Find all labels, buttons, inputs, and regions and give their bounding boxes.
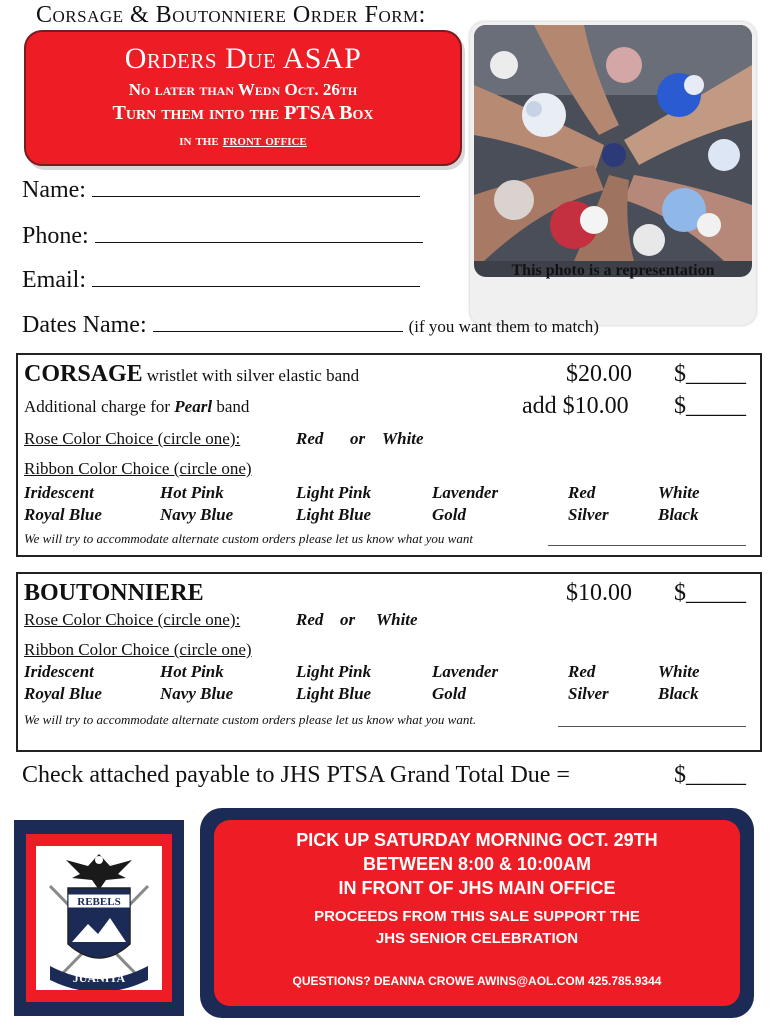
- corsage-rose-white[interactable]: White: [382, 429, 424, 448]
- corsage-ribbon-option[interactable]: Lavender: [432, 483, 499, 502]
- pickup-line-1: PICK UP SATURDAY MORNING OCT. 29TH: [296, 830, 658, 850]
- logo-name-text: JUANITA: [72, 971, 126, 985]
- school-logo: [14, 820, 184, 1016]
- pearl-amount-field[interactable]: $_____: [674, 393, 746, 419]
- phone-field-row: [22, 222, 423, 250]
- boutonniere-ribbon-option[interactable]: Light Pink: [296, 662, 372, 681]
- boutonniere-title: BOUTONNIERE: [24, 580, 204, 606]
- corsage-price: $20.00: [566, 361, 632, 387]
- logo-background: [36, 846, 162, 990]
- corsage-rose-label: Rose Color Choice (circle one):: [24, 429, 241, 448]
- boutonniere-price: $10.00: [566, 580, 632, 606]
- corsage-ribbon-option[interactable]: Iridescent: [24, 483, 94, 502]
- corsage-title: CORSAGE: [24, 361, 143, 387]
- dates-name-note: (if you want them to match): [408, 317, 599, 336]
- boutonniere-rose-red[interactable]: Red: [296, 610, 324, 629]
- corsage-ribbon-option[interactable]: Royal Blue: [24, 505, 102, 524]
- photo-card: [470, 22, 756, 325]
- corsage-ribbon-option[interactable]: Gold: [432, 505, 466, 524]
- corsage-ribbon-option[interactable]: Black: [658, 505, 699, 524]
- pickup-line-4: PROCEEDS FROM THIS SALE SUPPORT THE: [314, 908, 640, 925]
- boutonniere-ribbon-option[interactable]: Light Blue: [296, 684, 372, 703]
- pickup-info-panel: [200, 808, 754, 1018]
- corsage-ribbon-option[interactable]: Light Blue: [296, 505, 372, 524]
- corsage-ribbon-label: Ribbon Color Choice (circle one): [24, 459, 252, 478]
- boutonniere-ribbon-option[interactable]: Gold: [432, 684, 466, 703]
- corsage-ribbon-option[interactable]: White: [658, 483, 700, 502]
- boutonniere-custom-note: We will try to accommodate alternate custom orders please let us know what you want.: [24, 712, 477, 727]
- corsage-ribbon-option[interactable]: Silver: [568, 505, 609, 524]
- dates-name-field-row: [22, 311, 599, 339]
- boutonniere-ribbon-label: Ribbon Color Choice (circle one): [24, 640, 252, 659]
- corsage-rose-red[interactable]: Red: [296, 429, 324, 448]
- boutonniere-ribbon-option[interactable]: Black: [658, 684, 699, 703]
- orders-due-title: Orders Due ASAP: [124, 42, 362, 75]
- corsage-ribbon-option[interactable]: Hot Pink: [160, 483, 224, 502]
- name-field-row: [22, 176, 420, 204]
- contact-line: QUESTIONS? DEANNA CROWE AWINS@AOL.COM 425.785.9344: [292, 974, 662, 988]
- due-date-line: No later than Wedn Oct. 26th: [128, 80, 358, 99]
- form-title: Corsage & Boutonniere Order Form:: [36, 2, 426, 28]
- pearl-word: Pearl: [174, 397, 213, 416]
- phone-label: Phone:: [22, 223, 89, 249]
- logo-red-border: [26, 834, 172, 1002]
- boutonniere-ribbon-option[interactable]: Iridescent: [24, 662, 94, 681]
- boutonniere-ribbon-option[interactable]: White: [658, 662, 700, 681]
- boutonniere-ribbon-option[interactable]: Silver: [568, 684, 609, 703]
- pickup-line-5: JHS SENIOR CELEBRATION: [375, 930, 579, 947]
- corsage-ribbon-option[interactable]: Navy Blue: [160, 505, 234, 524]
- corsage-ribbon-option[interactable]: Light Pink: [296, 483, 372, 502]
- email-field-row: [22, 266, 420, 294]
- pickup-line-3: IN FRONT OF JHS MAIN OFFICE: [338, 878, 616, 898]
- pearl-line: [24, 397, 249, 417]
- boutonniere-rose-or: or: [340, 610, 356, 629]
- boutonniere-ribbon-option[interactable]: Red: [568, 662, 596, 681]
- boutonniere-ribbon-option[interactable]: Hot Pink: [160, 662, 224, 681]
- pearl-prefix: Additional charge for: [24, 397, 171, 416]
- orders-due-banner: [24, 30, 462, 166]
- corsage-amount-field[interactable]: $_____: [674, 361, 746, 387]
- name-label: Name:: [22, 177, 86, 203]
- location-prefix: in the: [179, 132, 219, 149]
- pearl-price: add $10.00: [522, 393, 629, 419]
- pickup-line-2: BETWEEN 8:00 & 10:00AM: [362, 854, 592, 874]
- front-office-text: front office: [222, 132, 307, 149]
- corsage-description: wristlet with silver elastic band: [146, 366, 360, 385]
- boutonniere-section: [16, 572, 762, 752]
- boutonniere-rose-label: Rose Color Choice (circle one):: [24, 610, 241, 629]
- rebels-crest-icon: [36, 846, 162, 990]
- logo-banner-text: REBELS: [77, 896, 121, 908]
- corsage-section: [16, 353, 762, 557]
- corsage-photo: [474, 25, 752, 277]
- grand-total-label: Check attached payable to JHS PTSA Grand Total Due =: [22, 762, 570, 788]
- pickup-info-content: [214, 820, 740, 1006]
- boutonniere-custom-field[interactable]: [558, 726, 746, 727]
- email-field[interactable]: [92, 266, 420, 287]
- corsage-heading: [24, 361, 359, 388]
- boutonniere-rose-white[interactable]: White: [376, 610, 418, 629]
- turn-in-line: Turn them into the PTSA Box: [112, 102, 374, 124]
- dates-name-field[interactable]: [153, 311, 403, 332]
- photo-caption: This photo is a representation: [511, 262, 715, 279]
- boutonniere-ribbon-option[interactable]: Royal Blue: [24, 684, 102, 703]
- location-line: [26, 132, 460, 150]
- corsage-custom-field[interactable]: [548, 545, 746, 546]
- logo-year-left: 19: [60, 951, 72, 965]
- name-field[interactable]: [92, 176, 420, 197]
- grand-total-field[interactable]: $_____: [674, 762, 746, 788]
- corsage-ribbon-option[interactable]: Red: [568, 483, 596, 502]
- email-label: Email:: [22, 267, 86, 293]
- dates-name-label: Dates Name:: [22, 312, 147, 338]
- boutonniere-amount-field[interactable]: $_____: [674, 580, 746, 606]
- phone-field[interactable]: [95, 222, 423, 243]
- boutonniere-ribbon-option[interactable]: Navy Blue: [160, 684, 234, 703]
- corsage-custom-note: We will try to accommodate alternate custom orders please let us know what you want: [24, 531, 473, 546]
- corsage-photo-image: [474, 25, 752, 261]
- logo-year-right: 71: [126, 951, 138, 965]
- boutonniere-ribbon-option[interactable]: Lavender: [432, 662, 499, 681]
- pearl-suffix: band: [216, 397, 250, 416]
- corsage-rose-or: or: [350, 429, 366, 448]
